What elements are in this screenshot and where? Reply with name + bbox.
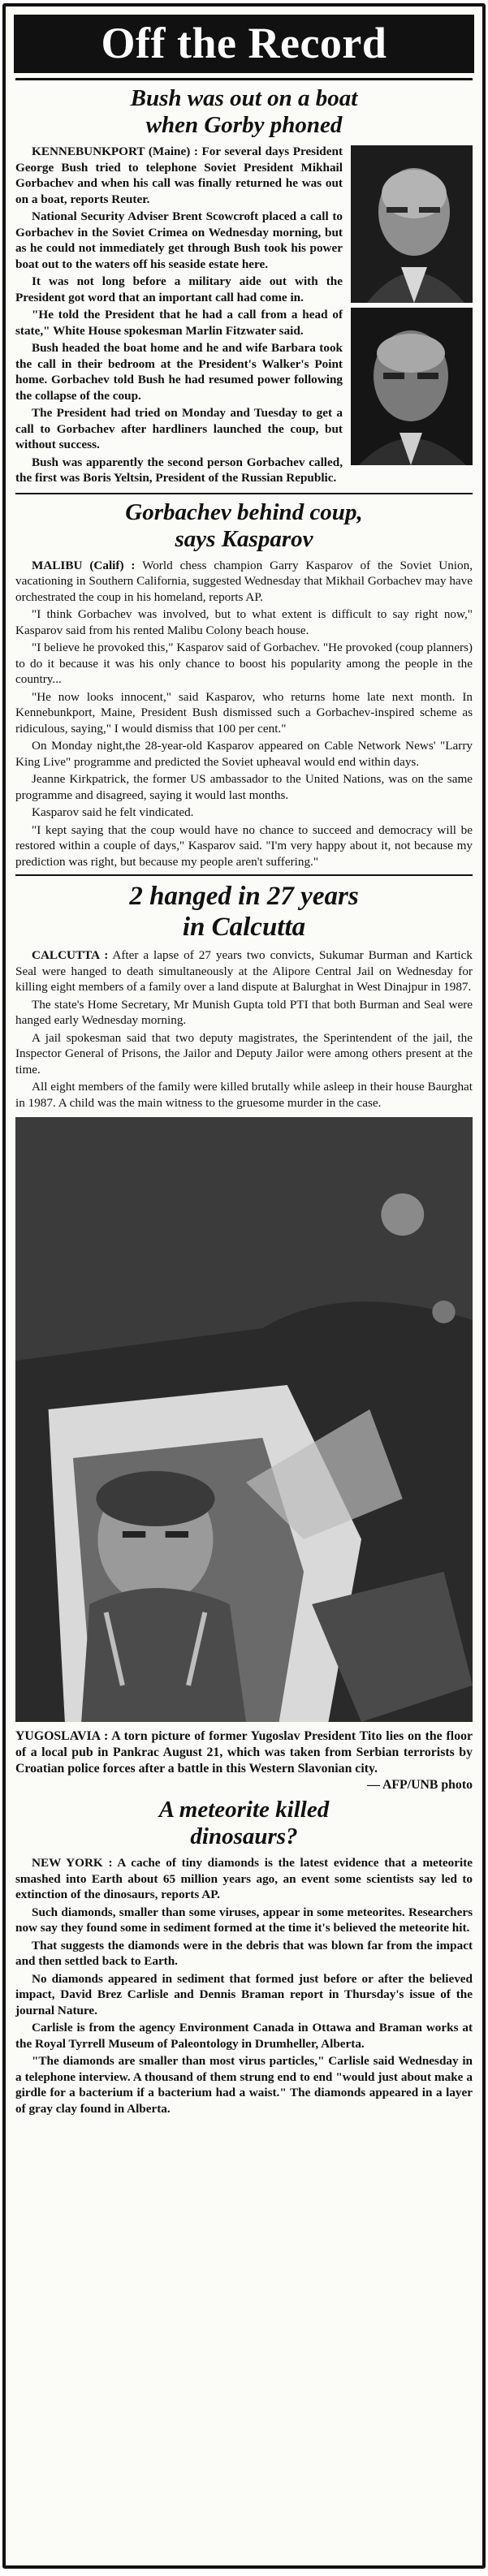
dateline: NEW YORK : xyxy=(32,1856,113,1870)
dateline: KENNEBUNKPORT (Maine) : xyxy=(32,145,198,158)
story-kasparov-body xyxy=(15,558,473,870)
photo-credit: — AFP/UNB photo xyxy=(367,1778,473,1792)
headline-kasparov-line1: Gorbachev behind coup, xyxy=(125,498,363,525)
headline-meteorite-line2: dinosaurs? xyxy=(190,1823,298,1849)
paragraph-7: Kasparov said he felt vindicated. xyxy=(32,805,194,819)
column-title: Off the Record xyxy=(14,15,474,73)
dateline: CALCUTTA : xyxy=(32,948,109,962)
tito-photo xyxy=(15,1117,473,1722)
paragraph-5: On Monday night,the 28-year-old Kasparov appeared on Cable Network News' "Larry King Live" programme and predicted the Soviet upheaval would end within days. xyxy=(15,739,473,769)
paragraph-6: Jeanne Kirkpatrick, the former US ambassador to the United Nations, was on the same programme and disagreed, saying it would last months. xyxy=(15,772,473,802)
paragraph-4: "He told the President that he had a call from a head of state," White House spokesman Marlin Fitzwater said. xyxy=(15,308,343,338)
headline-calcutta xyxy=(15,881,473,943)
paragraph-1: CALCUTTA : After a lapse of 27 years two convicts, Sukumar Burman and Kartick Seal were hanged to death simultaneously at the Alipore Central Jail on Wednesday for killing eight members of a family over a land dispute at Balurghat in West Dinajpur in 1987. xyxy=(15,948,473,994)
portrait-photo-2 xyxy=(351,308,473,465)
paragraph-2: Such diamonds, smaller than some viruses, appear in some meteorites. Researchers now say they found some in sediment formed at the time it's believed the meteorite hit. xyxy=(15,1905,473,1935)
paragraph-1: KENNEBUNKPORT (Maine) : For several days President George Bush tried to telephone Soviet President Mikhail Gorbachev and when his call was finally returned he was out on a boat, reports Reuter. xyxy=(15,145,343,206)
paragraph-1: MALIBU (Calif) : World chess champion Garry Kasparov of the Soviet Union, vacationing in Southern California, suggested Wednesday that Mikhail Gorbachev may have orchestrated the coup in his homeland, reports AP. xyxy=(15,558,473,604)
paragraph-5: Bush headed the boat home and he and wife Barbara took the call in their bedroom at the President's Walker's Point home. Gorbachev told Bush he had resumed power following the collapse of the coup. xyxy=(15,341,343,403)
story-bush-boat xyxy=(15,85,473,488)
paragraph-4: All eight members of the family were killed brutally while asleep in their house Baurghat in 1987. A child was the main witness to the gruesome murder in the case. xyxy=(15,1080,473,1110)
story-meteorite-body xyxy=(15,1855,473,2116)
portrait-photo-1 xyxy=(351,145,473,303)
story-calcutta-body xyxy=(15,947,473,1111)
headline-bush-line2: when Gorby phoned xyxy=(145,112,343,138)
paragraph-2: "I think Gorbachev was involved, but to what extent is difficult to say right now," Kasparov said from his rented Malibu Colony beach house. xyxy=(15,607,473,637)
story-kasparov xyxy=(15,499,473,870)
headline-kasparov-line2: says Kasparov xyxy=(175,525,313,552)
paragraph-2: The state's Home Secretary, Mr Munish Gupta told PTI that both Burman and Seal were hanged early Wednesday morning. xyxy=(15,997,473,1027)
headline-meteorite-line1: A meteorite killed xyxy=(158,1797,330,1823)
paragraph-4: "He now looks innocent," said Kasparov, who returns home late next month. In Kennebunkport, Maine, President Bush dismissed such a Gorbachev-inspired scheme as ridiculous, saying," I would dismiss that 100 per cent." xyxy=(15,689,473,736)
paragraph-3: A jail spokesman said that two deputy magistrates, the Sperintendent of the jail, the Inspector General of Prisons, the Jailor and Deputy Jailor were among others present at the time. xyxy=(15,1030,473,1077)
headline-kasparov xyxy=(15,499,473,553)
paragraph-8: "I kept saying that the coup would have no chance to succeed and democracy will be restored within a couple of days," Kasparov said. "I'm very happy about it, not because my prediction was right, but because my people aren't suffering." xyxy=(15,822,473,869)
headline-bush-line1: Bush was out on a boat xyxy=(130,85,358,111)
headline-bush xyxy=(15,85,473,139)
caption-text: YUGOSLAVIA : A torn picture of former Yugoslav President Tito lies on the floor of a local pub in Pankrac August 21, which was taken from Serbian terrorists by Croatian police forces after a battle in this Western Slavonian city. — AFP/UNB photo xyxy=(15,1729,473,1792)
story-calcutta xyxy=(15,881,473,1111)
paragraph-4: No diamonds appeared in sediment that formed just before or after the believed impact, David Brez Carlisle and Dennis Braman report in Thursday's issue of the journal Nature. xyxy=(15,1971,473,2017)
photo-column xyxy=(351,145,473,470)
divider xyxy=(15,874,473,876)
paragraph-1: NEW YORK : A cache of tiny diamonds is the latest evidence that a meteorite smashed into Earth about 65 million years ago, an event some scientists say led to extinction of the dinosaurs, reports AP. xyxy=(15,1856,473,1901)
paragraph-3: "I believe he provoked this," Kasparov said of Gorbachev. "He provoked (coup planners) to do it because it was his only chance to boost his popularity among the people in the country... xyxy=(15,641,473,686)
paragraph-5: Carlisle is from the agency Environment Canada in Ottawa and Braman works at the Royal Tyrrell Museum of Paleontology in Drumheller, Alberta. xyxy=(15,2021,473,2051)
story-meteorite xyxy=(15,1797,473,2116)
photo-caption xyxy=(15,1728,473,1793)
headline-meteorite xyxy=(15,1797,473,1850)
paragraph-3: That suggests the diamonds were in the debris that was blown far from the impact and then settled back to Earth. xyxy=(15,1938,473,1968)
headline-calcutta-line1: 2 hanged in 27 years xyxy=(129,882,359,911)
paragraph-2: National Security Adviser Brent Scowcroft placed a call to Gorbachev in the Soviet Crimea on Wednesday morning, but as he could not immediately get through Bush took his power boat out to the waters off his seaside estate here. xyxy=(15,209,343,271)
paragraph-7: Bush was apparently the second person Gorbachev called, the first was Boris Yeltsin, President of the Russian Republic. xyxy=(15,455,343,485)
divider xyxy=(15,78,473,80)
headline-calcutta-line2: in Calcutta xyxy=(182,913,306,942)
paragraph-6: The President had tried on Monday and Tuesday to get a call to Gorbachev after hardliners launched the coup, but without success. xyxy=(15,406,343,451)
divider xyxy=(15,493,473,494)
paragraph-3: It was not long before a military aide out with the President got word that an important call had come in. xyxy=(15,274,343,304)
paragraph-6: "The diamonds are smaller than most virus particles," Carlisle said Wednesday in a telephone interview. A thousand of them strung end to end "would just about make a girdle for a bacterium if a bacterium had a waist." The diamonds appeared in a layer of gray clay found in Alberta. xyxy=(15,2054,473,2116)
news-column xyxy=(2,3,486,2569)
dateline: MALIBU (Calif) : xyxy=(32,558,136,572)
